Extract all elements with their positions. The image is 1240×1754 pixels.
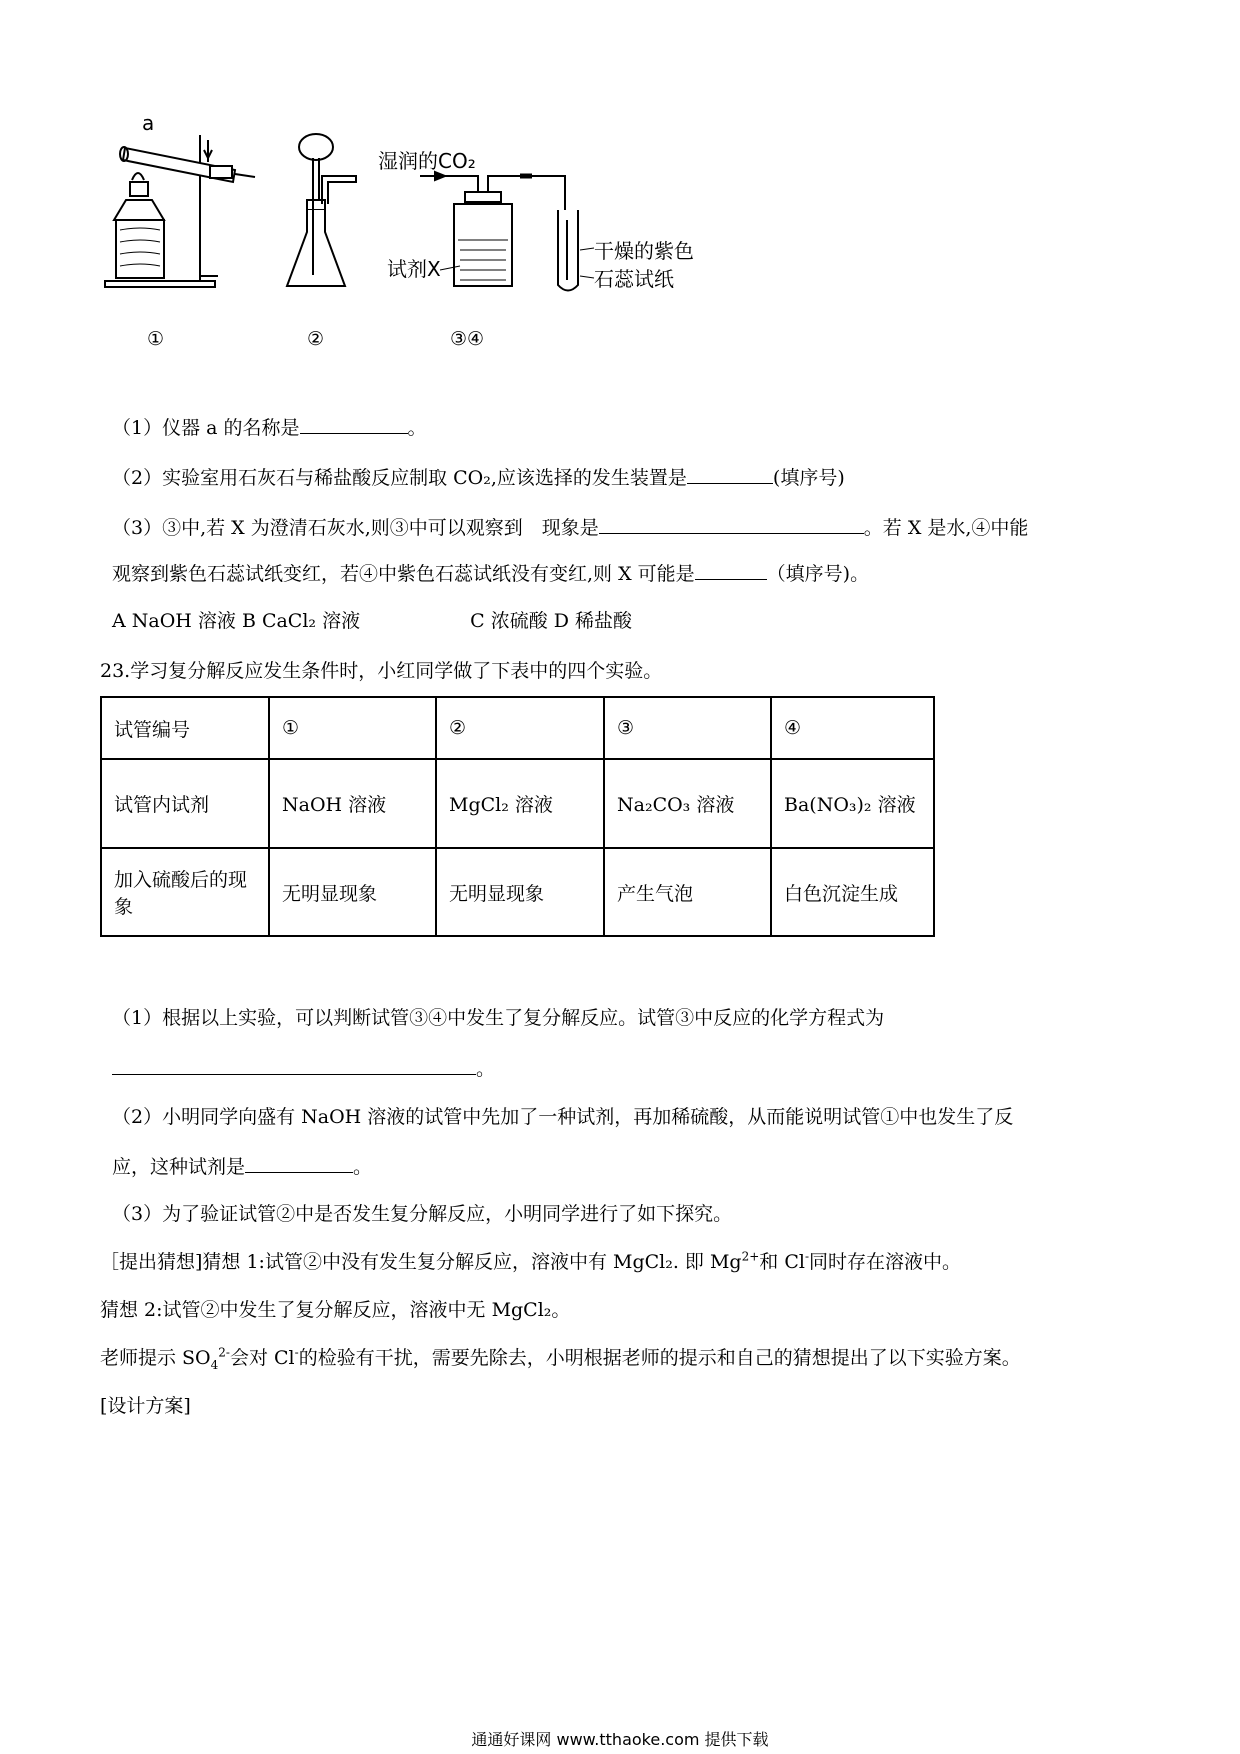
- teacher-hint: [100, 1343, 1021, 1372]
- q23-part1-end: 。: [476, 1057, 496, 1080]
- apparatus-3-4: [420, 172, 594, 291]
- q23-part2-line1: （2）小明同学向盛有 NaOH 溶液的试管中先加了一种试剂，再加稀硫酸，从而能说明试管①中也发生了反: [112, 1106, 1014, 1128]
- design-heading: [设计方案]: [100, 1395, 191, 1417]
- q22-part1-text: （1）仪器 a 的名称是: [112, 416, 300, 439]
- table-row: [101, 759, 934, 848]
- answer-blank[interactable]: [245, 1151, 353, 1173]
- q22-part2-text: （2）实验室用石灰石与稀盐酸反应制取 CO₂,应该选择的发生装置是: [112, 466, 687, 489]
- apparatus-2: [287, 134, 356, 286]
- table-row: [101, 848, 934, 936]
- table-cell: Na₂CO₃ 溶液: [604, 759, 771, 848]
- guess-1-text: ［提出猜想]猜想 1:试管②中没有发生复分解反应，溶液中有 MgCl₂. 即 Mg: [100, 1251, 742, 1273]
- litmus-label-1: 干燥的紫色: [594, 239, 694, 263]
- q22-part3-line2-text: 观察到紫色石蕊试纸变红，若④中紫色石蕊试纸没有变红,则 X 可能是: [112, 562, 695, 585]
- q22-part3-text: （3）③中,若 X 为澄清石灰水,则③中可以观察到 现象是: [112, 516, 599, 539]
- answer-blank[interactable]: [687, 462, 773, 484]
- superscript: -: [294, 1345, 299, 1360]
- q23-part2-line2: [112, 1151, 372, 1179]
- table-cell: NaOH 溶液: [269, 759, 436, 848]
- litmus-label-2: 石蕊试纸: [594, 267, 674, 291]
- q23-part2-text: 应，这种试剂是: [112, 1155, 246, 1178]
- table-cell: ④: [771, 697, 934, 759]
- q22-part2: [112, 462, 845, 490]
- options-c-d: C 浓硫酸 D 稀盐酸: [470, 610, 633, 632]
- q23-part2-end: 。: [353, 1155, 373, 1178]
- table-cell: 无明显现象: [436, 848, 604, 936]
- table-row: [101, 697, 934, 759]
- q22-part1: [112, 412, 427, 440]
- q22-part2-end: (填序号): [772, 466, 845, 489]
- hint-text: 老师提示 SO: [100, 1347, 211, 1369]
- co2-label: 湿润的CO₂: [378, 149, 476, 173]
- table-cell: MgCl₂ 溶液: [436, 759, 604, 848]
- q23-part3: （3）为了验证试管②中是否发生复分解反应，小明同学进行了如下探究。: [112, 1203, 733, 1225]
- answer-blank[interactable]: [300, 412, 408, 434]
- guess-1-end: 同时存在溶液中。: [809, 1251, 962, 1273]
- table-cell: ①: [269, 697, 436, 759]
- q22-part3-line1: [112, 512, 1028, 540]
- table-cell: 试管编号: [101, 697, 269, 759]
- caption-1: ①: [147, 328, 165, 350]
- q23-intro: 23.学习复分解反应发生条件时，小红同学做了下表中的四个实验。: [100, 660, 663, 682]
- hint-mid: 会对 Cl: [229, 1347, 295, 1369]
- table-cell: ②: [436, 697, 604, 759]
- reagent-x-label: 试剂X: [387, 257, 441, 281]
- q23-part1-line1: （1）根据以上实验，可以判断试管③④中发生了复分解反应。试管③中反应的化学方程式为: [112, 1007, 885, 1029]
- q22-part3-line2: [112, 558, 869, 586]
- answer-blank[interactable]: [112, 1053, 476, 1075]
- table-cell: 白色沉淀生成: [771, 848, 934, 936]
- options-a-b: A NaOH 溶液 B CaCl₂ 溶液: [112, 610, 361, 632]
- answer-blank[interactable]: [695, 558, 767, 580]
- apparatus-diagram: [100, 100, 800, 400]
- table-cell: 试管内试剂: [101, 759, 269, 848]
- table-cell: 无明显现象: [269, 848, 436, 936]
- guess-1-mid: 和 Cl: [759, 1251, 805, 1273]
- hint-end: 的检验有干扰，需要先除去，小明根据老师的提示和自己的猜想提出了以下实验方案。: [298, 1347, 1021, 1369]
- q22-part1-end: 。: [407, 416, 427, 439]
- superscript: -: [804, 1249, 809, 1264]
- table-cell: 产生气泡: [604, 848, 771, 936]
- guess-1: [100, 1247, 961, 1274]
- subscript: 4: [210, 1357, 219, 1372]
- caption-2: ②: [307, 328, 325, 350]
- table-cell: ③: [604, 697, 771, 759]
- experiment-table: [100, 696, 935, 937]
- superscript: 2+: [741, 1249, 760, 1264]
- label-a: a: [142, 111, 155, 135]
- apparatus-figure: [100, 100, 800, 400]
- superscript: 2-: [218, 1345, 230, 1360]
- page-footer: 通通好课网 www.tthaoke.com 提供下载: [471, 1730, 769, 1749]
- answer-blank[interactable]: [599, 512, 864, 534]
- apparatus-1: [105, 135, 255, 287]
- q22-part3-line2-end: （填序号)。: [766, 562, 870, 585]
- q23-part1-line2: [112, 1053, 495, 1081]
- table-cell: 加入硫酸后的现象: [101, 848, 269, 936]
- caption-3-4: ③④: [450, 328, 485, 350]
- table-cell: Ba(NO₃)₂ 溶液: [771, 759, 934, 848]
- guess-2: 猜想 2:试管②中发生了复分解反应，溶液中无 MgCl₂。: [100, 1299, 571, 1321]
- q22-part3-text-end: 。若 X 是水,④中能: [863, 516, 1029, 539]
- q22-options: [112, 606, 632, 633]
